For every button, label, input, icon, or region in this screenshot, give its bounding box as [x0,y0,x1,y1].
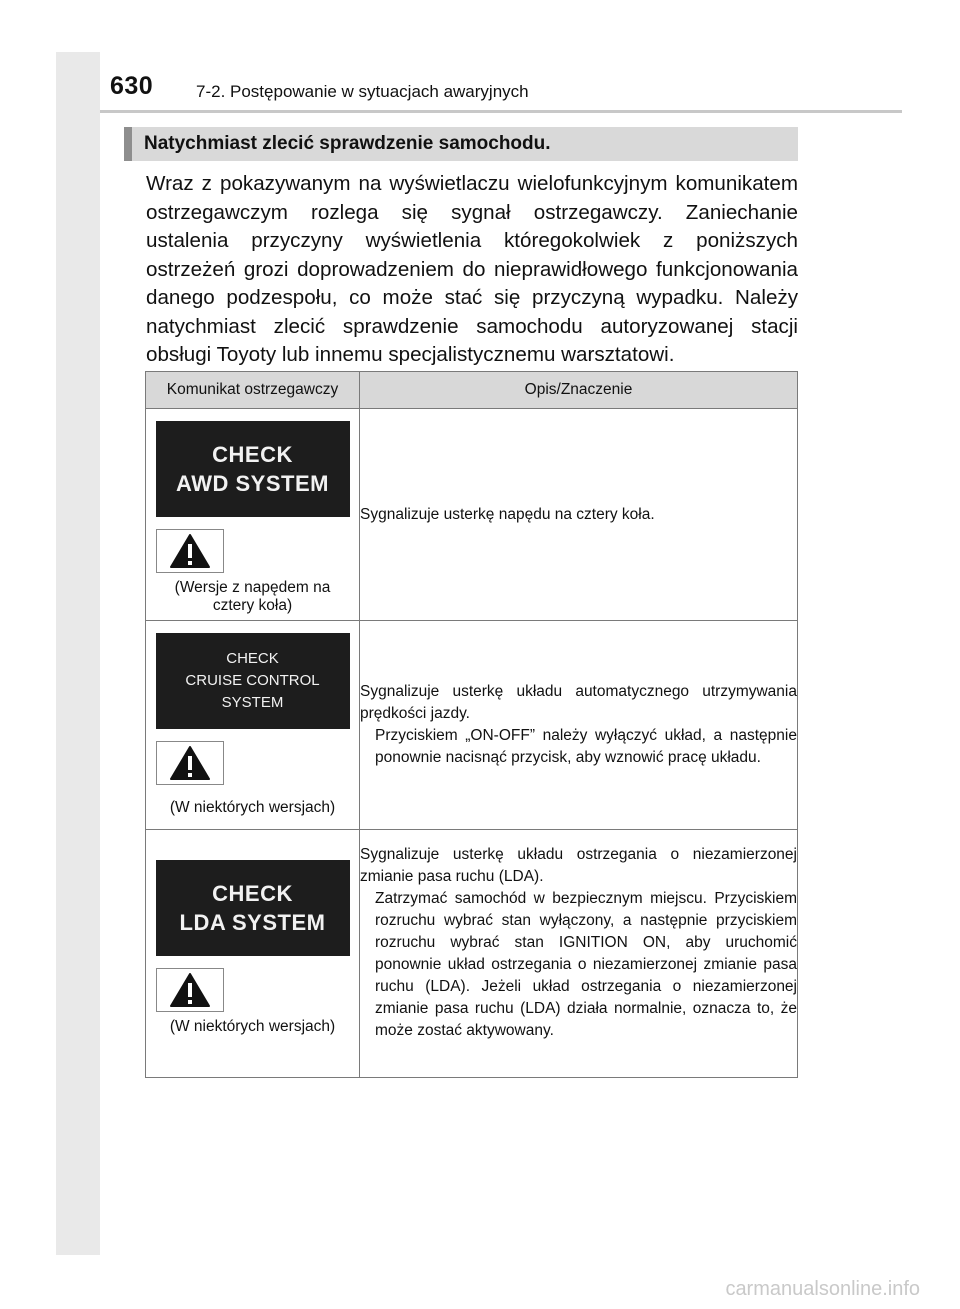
page-margin-band [56,52,100,1255]
description-text: Sygnalizuje usterkę układu ostrzegania o niezamierzonej zmianie pasa ruchu (LDA). [360,846,797,885]
header-rule [100,110,902,113]
table-row [146,621,798,830]
display-line: CHECK [212,881,293,906]
table-row [146,409,798,621]
description-text: Sygnalizuje usterkę układu automatycznego utrzymywania prędkości jazdy. [360,683,797,722]
check-lda-system-display [156,860,350,956]
display-line: AWD SYSTEM [176,471,329,496]
section-heading: Natychmiast zlecić sprawdzenie samochodu. [124,127,798,161]
table-header-row [146,372,798,409]
table-row [146,830,798,1078]
check-awd-system-display [156,421,350,517]
description-cell [360,409,798,621]
intro-paragraph: Wraz z pokazywanym na wyświetlaczu wielofunkcyjnym komunikatem ostrzegawczym rozlega się sygnał ostrzegawczy. Zaniechanie ustalenia przyczyny wyświetlenia któregokolwiek z poniższych ostrzeżeń grozi doprowadzeniem do nieprawidłowego funkcjonowania danego podzespołu, co może stać się przyczyną wypadku. Należy natychmiast zlecić sprawdzenie samochodu autoryzowanej stacji obsługi Toyoty lub innemu specjalistycznemu warsztatowi. [146,172,798,366]
column-header-message: Komunikat ostrzegawczy [146,372,360,409]
message-cell [146,621,360,830]
display-line: CHECK [226,650,279,667]
column-header-description: Opis/Znaczenie [360,372,798,409]
message-cell [146,409,360,621]
watermark: carmanualsonline.info [725,1278,920,1300]
warning-messages-table [145,371,798,1078]
warning-triangle-icon [156,968,224,1012]
warning-triangle-icon [156,741,224,785]
description-cell [360,830,798,1078]
display-line: LDA SYSTEM [179,910,326,935]
version-note: (W niektórych wersjach) [169,1018,336,1035]
display-line: CHECK [212,442,293,467]
description-instruction: Zatrzymać samochód w bezpiecznym miejscu. Przyciskiem rozruchu wybrać stan wyłączony, a następnie przyciskiem rozruchu wybrać stan IGNITION ON, aby uruchomić ponownie układ ostrzegania o niezamierzonej zmianie pasa ruchu (LDA). Jeżeli układ ostrzegania o niezamierzonej zmianie pasa ruchu (LDA) działa normalnie, oznacza to, że może zostać aktywowany. [375,890,797,1039]
check-cruise-control-display [156,633,350,729]
warning-triangle-icon [156,529,224,573]
description-cell [360,621,798,830]
version-note: (W niektórych wersjach) [169,799,336,816]
description-instruction: Przyciskiem „ON-OFF” należy wyłączyć układ, a następnie ponownie nacisnąć przycisk, aby wznowić pracę układu. [375,727,797,766]
display-line: SYSTEM [221,694,284,711]
page-number: 630 [110,72,154,100]
description-text: Sygnalizuje usterkę napędu na cztery koła. [360,505,655,523]
chapter-title: 7-2. Postępowanie w sytuacjach awaryjnych [196,82,529,101]
version-note: (Wersje z napędem na cztery koła) [174,579,331,614]
message-cell [146,830,360,1078]
display-line: CRUISE CONTROL [185,672,320,689]
